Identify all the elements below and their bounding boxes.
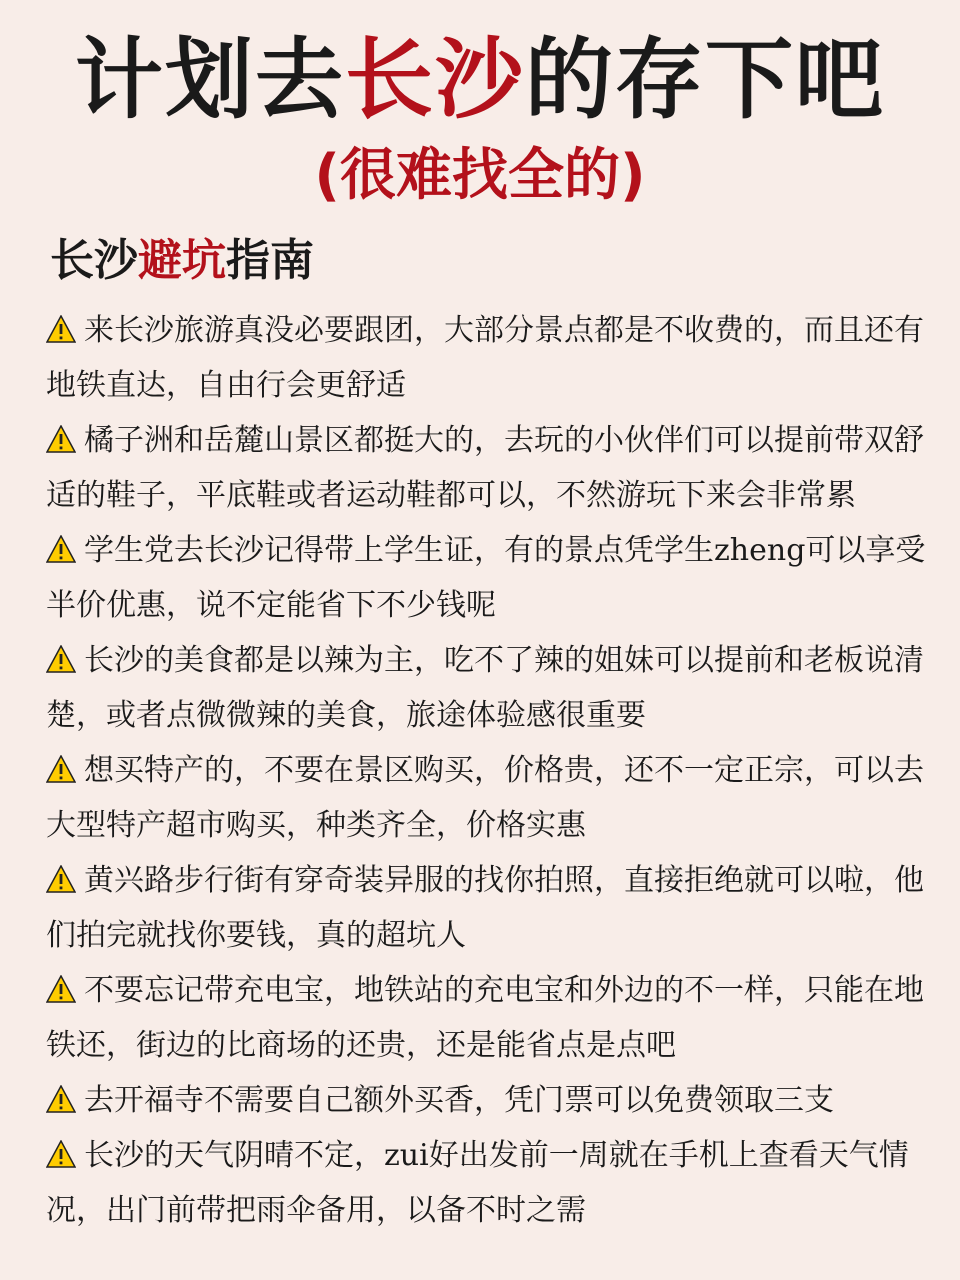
tip-text: 橘子洲和岳麓山景区都挺大的，去玩的小伙伴们可以提前带双舒适的鞋子，平底鞋或者运动鞋都可以，不然游玩下来会非常累 bbox=[46, 423, 924, 513]
tip-text: 不要忘记带充电宝，地铁站的充电宝和外边的不一样，只能在地铁还，街边的比商场的还贵，还是能省点是点吧 bbox=[46, 973, 924, 1063]
warning-icon bbox=[46, 865, 76, 893]
title-highlight: 长沙 bbox=[344, 28, 525, 131]
tip-item bbox=[46, 963, 936, 1073]
tip-item bbox=[46, 303, 936, 413]
tip-text: 长沙的美食都是以辣为主，吃不了辣的姐妹可以提前和老板说清楚，或者点微微辣的美食，旅途体验感很重要 bbox=[46, 643, 924, 733]
section-heading-highlight: 避坑 bbox=[138, 235, 226, 286]
warning-icon bbox=[46, 1085, 76, 1113]
page-title bbox=[0, 28, 960, 132]
tip-text: 学生党去长沙记得带上学生证，有的景点凭学生zheng可以享受半价优惠，说不定能省下不少钱呢 bbox=[46, 533, 926, 623]
tip-text: 想买特产的，不要在景区购买，价格贵，还不一定正宗，可以去大型特产超市购买，种类齐全，价格实惠 bbox=[46, 753, 924, 843]
warning-icon bbox=[46, 1140, 76, 1168]
tip-item bbox=[46, 853, 936, 963]
tip-item bbox=[46, 413, 936, 523]
tip-text: 黄兴路步行街有穿奇装异服的找你拍照，直接拒绝就可以啦，他们拍完就找你要钱，真的超坑人 bbox=[46, 863, 924, 953]
warning-icon bbox=[46, 425, 76, 453]
tip-item bbox=[46, 1128, 936, 1238]
tip-item bbox=[46, 743, 936, 853]
tip-text: 长沙的天气阴晴不定，zui好出发前一周就在手机上查看天气情况，出门前带把雨伞备用，以备不时之需 bbox=[46, 1138, 909, 1228]
tip-text: 去开福寺不需要自己额外买香，凭门票可以免费领取三支 bbox=[84, 1083, 834, 1118]
warning-icon bbox=[46, 755, 76, 783]
tip-item bbox=[46, 523, 936, 633]
section-heading bbox=[50, 230, 314, 292]
tip-text: 来长沙旅游真没必要跟团，大部分景点都是不收费的，而且还有地铁直达，自由行会更舒适 bbox=[46, 313, 924, 403]
warning-icon bbox=[46, 645, 76, 673]
warning-icon bbox=[46, 315, 76, 343]
title-part1: 计划去 bbox=[74, 28, 345, 131]
tip-item bbox=[46, 1073, 936, 1128]
tip-item bbox=[46, 633, 936, 743]
section-heading-part2: 指南 bbox=[226, 235, 314, 286]
title-part2: 的存下吧 bbox=[525, 28, 886, 131]
tips-list bbox=[46, 303, 936, 1238]
warning-icon bbox=[46, 975, 76, 1003]
page-subtitle: (很难找全的) bbox=[314, 143, 646, 208]
section-heading-part1: 长沙 bbox=[50, 235, 138, 286]
warning-icon bbox=[46, 535, 76, 563]
